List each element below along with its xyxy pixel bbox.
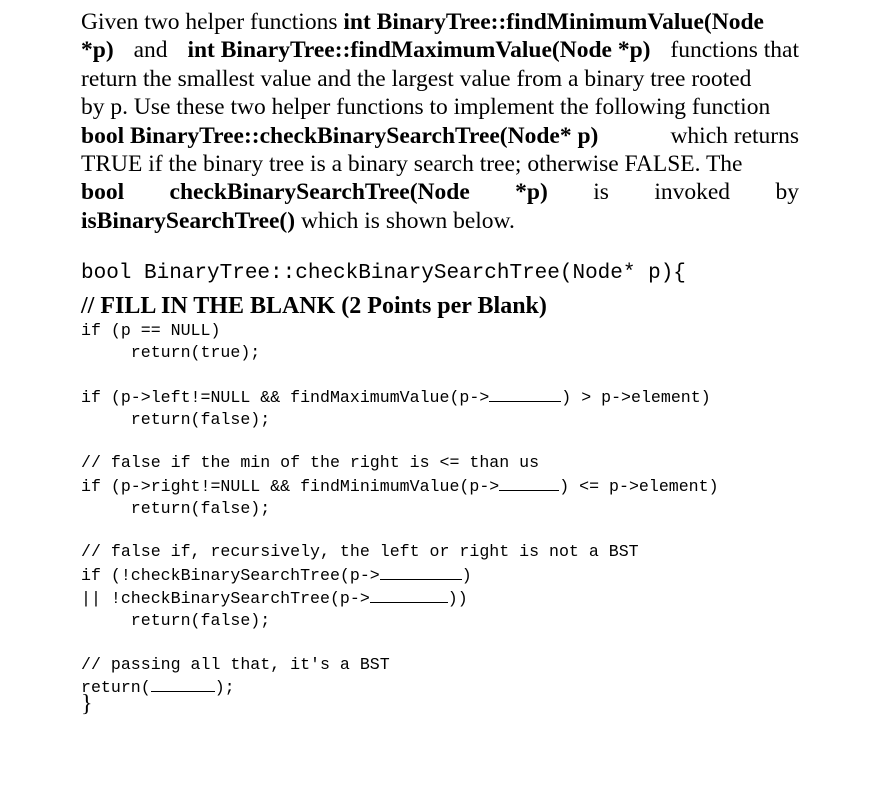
code-line: [81, 519, 841, 541]
problem-statement: [81, 8, 799, 235]
problem-line-2: *p) and int BinaryTree::findMaximumValue(Node *p) functions that: [81, 37, 799, 64]
blank-2[interactable]: [499, 474, 559, 491]
problem-line-7: bool checkBinarySearchTree(Node *p) is invoked by: [81, 179, 799, 206]
code-line: return(false);: [90, 611, 271, 631]
find-maximum-signature: int BinaryTree::findMaximumValue(Node *p): [187, 37, 651, 64]
is-bst-function: isBinarySearchTree(): [81, 207, 296, 234]
code-line: return(false);: [90, 498, 271, 518]
code-line: return(false);: [90, 409, 271, 429]
code-line: if (p->right!=NULL && findMinimumValue(p-> ) <= p->element): [81, 474, 841, 498]
code-line: if (p->left!=NULL && findMaximumValue(p-> ) > p->element): [81, 385, 841, 409]
problem-line-4: by p. Use these two helper functions to implement the following function: [81, 94, 771, 121]
code-line: return(true);: [90, 342, 261, 362]
code-line: // false if, recursively, the left or right is not a BST: [81, 542, 639, 562]
find-minimum-signature: int BinaryTree::findMinimumValue(Node: [343, 9, 764, 35]
problem-line-6: TRUE if the binary tree is a binary search tree; otherwise FALSE. The: [81, 151, 743, 178]
code-line: // passing all that, it's a BST: [81, 654, 390, 674]
code-line: || !checkBinarySearchTree(p-> )): [81, 586, 841, 610]
problem-line-3: return the smallest value and the largest value from a binary tree rooted: [81, 65, 752, 92]
blank-5[interactable]: [151, 675, 215, 692]
code-line: [81, 363, 841, 385]
fill-in-heading: // FILL IN THE BLANK (2 Points per Blank): [81, 293, 547, 319]
blank-4[interactable]: [370, 586, 448, 603]
problem-line-8: isBinarySearchTree() which is shown below.: [81, 207, 515, 234]
code-line: if (!checkBinarySearchTree(p-> ): [81, 563, 841, 587]
code-line: [81, 632, 841, 654]
problem-line-1: Given two helper functions int BinaryTree::findMinimumValue(Node: [81, 9, 764, 35]
code-line: // false if the min of the right is <= than us: [81, 453, 540, 473]
code-block: [81, 320, 841, 699]
code-line: if (p == NULL): [81, 321, 221, 340]
closing-brace: }: [81, 691, 93, 717]
blank-1[interactable]: [489, 385, 561, 402]
function-signature: bool BinaryTree::checkBinarySearchTree(Node* p){: [81, 262, 686, 285]
problem-line-5: bool BinaryTree::checkBinarySearchTree(Node* p) which returns: [81, 122, 799, 149]
code-line: return( );: [81, 675, 841, 699]
check-bst-signature: bool BinaryTree::checkBinarySearchTree(Node* p): [81, 122, 599, 149]
code-line: [81, 431, 841, 453]
blank-3[interactable]: [380, 563, 462, 580]
